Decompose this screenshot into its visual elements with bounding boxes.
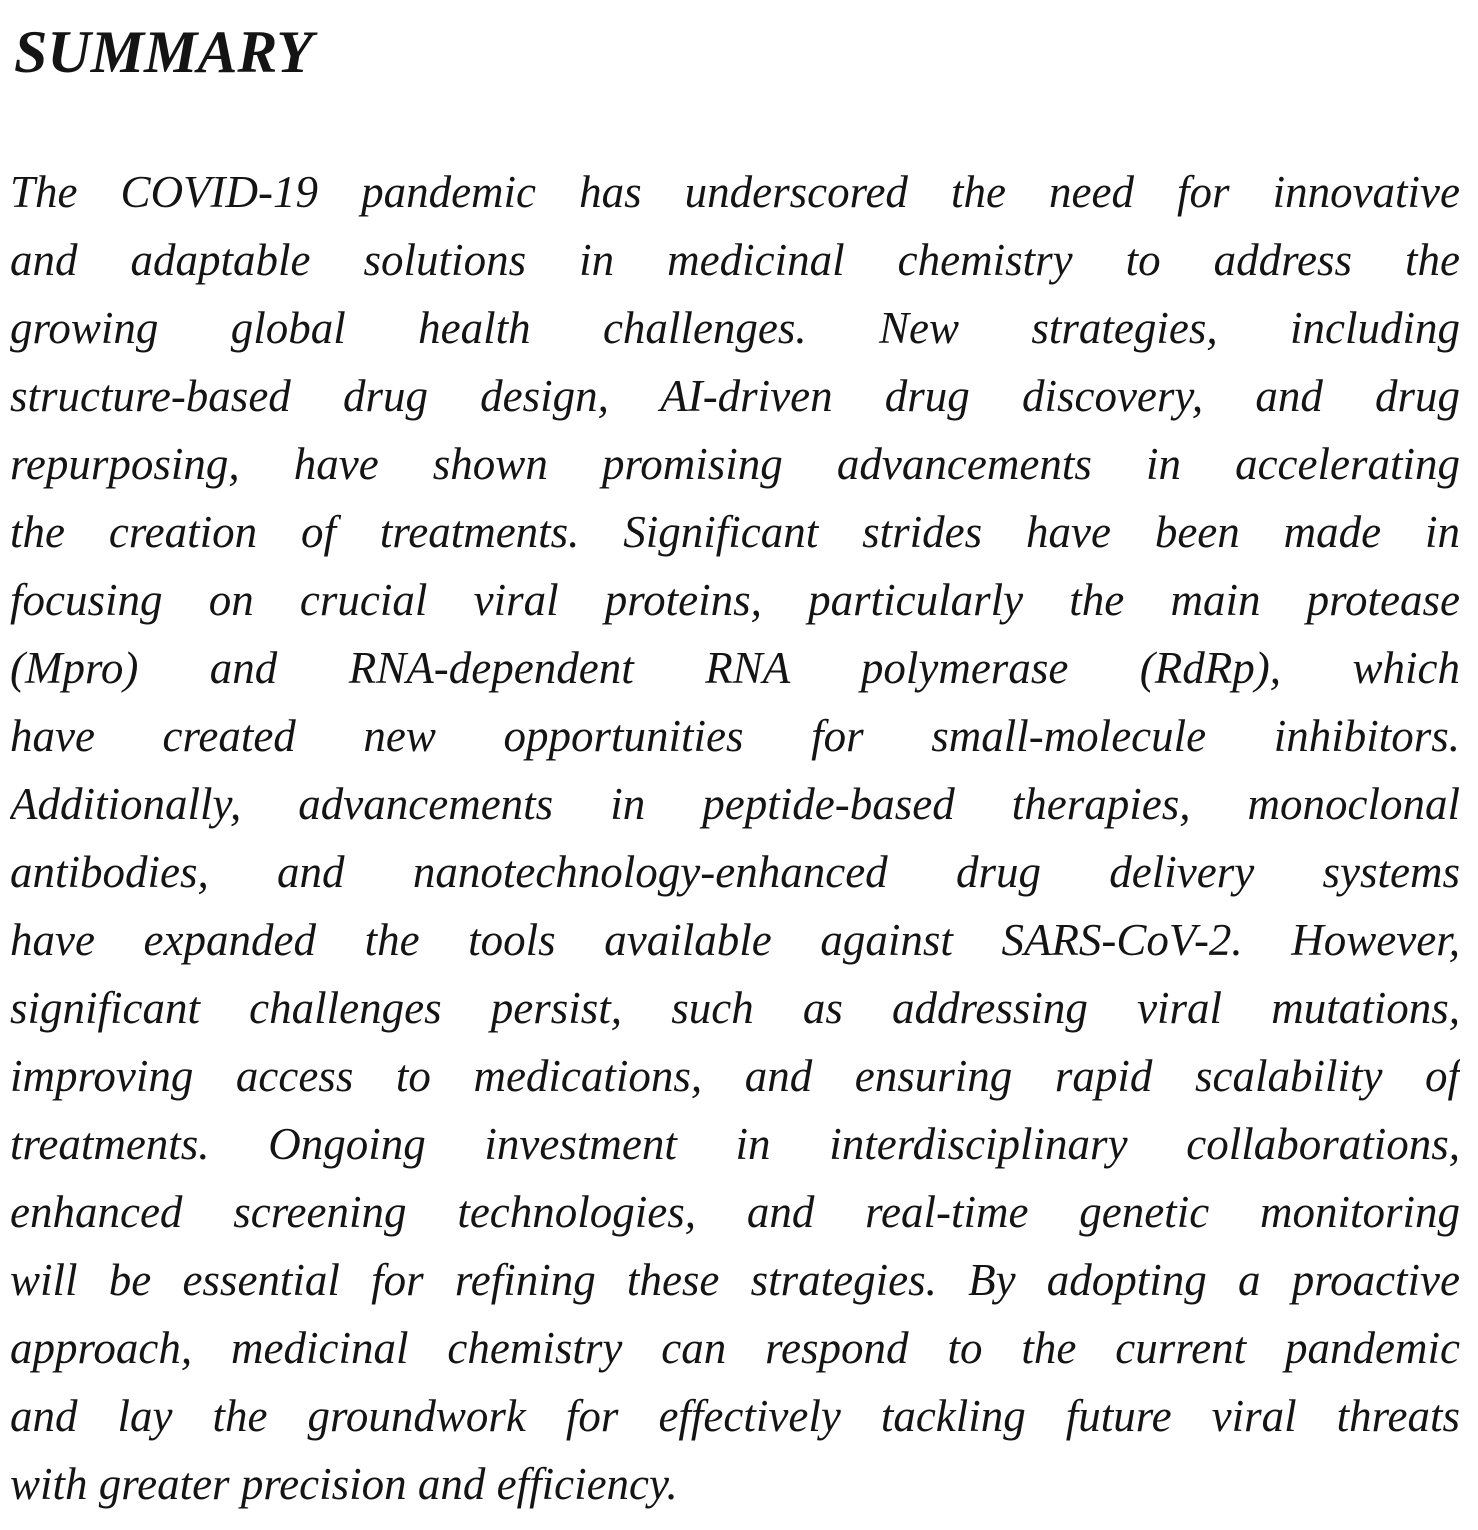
summary-paragraph <box>10 158 1460 1518</box>
summary-heading: SUMMARY <box>14 19 314 85</box>
paragraph-line: with greater precision and efficiency. <box>10 1459 678 1509</box>
paragraph-line: The COVID-19 pandemic has underscored the need for innovative <box>10 167 1460 217</box>
paragraph-line: treatments. Ongoing investment in interdisciplinary collaborations, <box>10 1119 1460 1169</box>
paragraph-line: will be essential for refining these strategies. By adopting a proactive <box>10 1255 1460 1305</box>
paragraph-line: Additionally, advancements in peptide-based therapies, monoclonal <box>10 779 1460 829</box>
paragraph-line: and lay the groundwork for effectively tackling future viral threats <box>10 1391 1460 1441</box>
paragraph-line: structure-based drug design, AI-driven drug discovery, and drug <box>10 371 1460 421</box>
paragraph-line: have created new opportunities for small-molecule inhibitors. <box>10 711 1460 761</box>
paragraph-line: repurposing, have shown promising advancements in accelerating <box>10 439 1460 489</box>
paragraph-line: (Mpro) and RNA-dependent RNA polymerase (RdRp), which <box>10 643 1460 693</box>
paragraph-line: the creation of treatments. Significant strides have been made in <box>10 507 1460 557</box>
paragraph-line: have expanded the tools available against SARS-CoV-2. However, <box>10 915 1460 965</box>
paragraph-line: significant challenges persist, such as addressing viral mutations, <box>10 983 1460 1033</box>
paragraph-line: focusing on crucial viral proteins, particularly the main protease <box>10 575 1460 625</box>
paragraph-line: enhanced screening technologies, and real-time genetic monitoring <box>10 1187 1460 1237</box>
paragraph-line: antibodies, and nanotechnology-enhanced drug delivery systems <box>10 847 1460 897</box>
paragraph-line: and adaptable solutions in medicinal chemistry to address the <box>10 235 1460 285</box>
paragraph-line: improving access to medications, and ensuring rapid scalability of <box>10 1051 1460 1101</box>
paragraph-line: approach, medicinal chemistry can respond to the current pandemic <box>10 1323 1460 1373</box>
paragraph-line: growing global health challenges. New strategies, including <box>10 303 1460 353</box>
